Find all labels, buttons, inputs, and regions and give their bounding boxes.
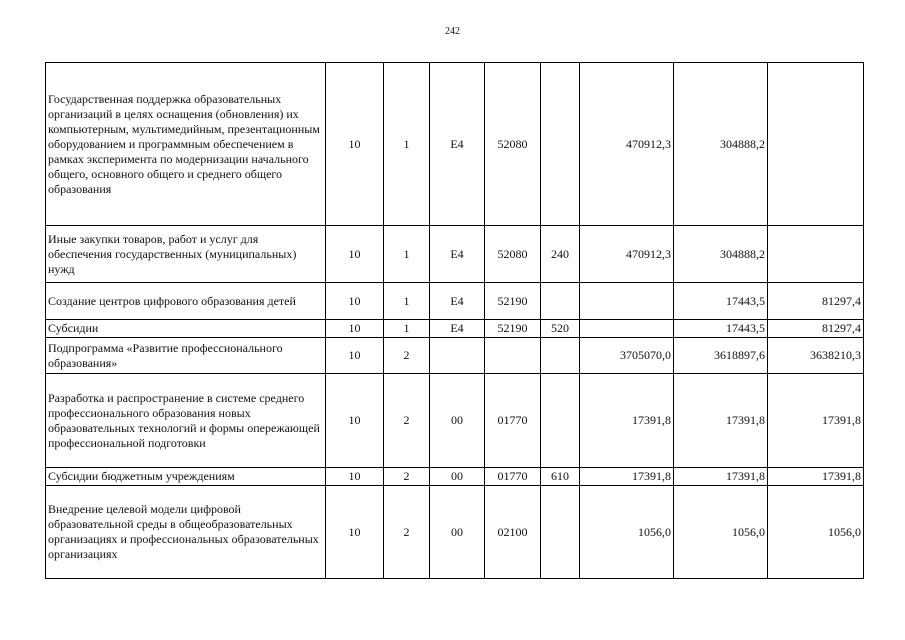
expense-type-code: [541, 338, 580, 374]
target-item-code-2: 01770: [485, 374, 541, 468]
amount-year-3: 81297,4: [768, 283, 864, 320]
amount-year-1: [580, 320, 674, 338]
section-code: 10: [326, 320, 384, 338]
table-row: [46, 486, 864, 579]
target-item-code-1: 00: [430, 468, 485, 486]
row-name: Создание центров цифрового образования детей: [46, 283, 326, 320]
expense-type-code: [541, 374, 580, 468]
subsection-code: 1: [384, 283, 430, 320]
target-item-code-2: 52080: [485, 226, 541, 283]
row-name: Внедрение целевой модели цифровой образовательной среды в общеобразовательных организациях и профессиональных образовательных организациях: [46, 486, 326, 579]
target-item-code-2: [485, 338, 541, 374]
target-item-code-2: 52190: [485, 283, 541, 320]
table-row: [46, 283, 864, 320]
target-item-code-1: [430, 338, 485, 374]
amount-year-3: [768, 226, 864, 283]
page-number: 242: [445, 26, 460, 37]
table-row: [46, 63, 864, 226]
section-code: 10: [326, 374, 384, 468]
subsection-code: 2: [384, 468, 430, 486]
table-row: [46, 320, 864, 338]
table-row: [46, 374, 864, 468]
subsection-code: 1: [384, 63, 430, 226]
amount-year-2: 3618897,6: [674, 338, 768, 374]
subsection-code: 1: [384, 320, 430, 338]
target-item-code-1: 00: [430, 374, 485, 468]
target-item-code-1: 00: [430, 486, 485, 579]
table-row: [46, 226, 864, 283]
section-code: 10: [326, 226, 384, 283]
amount-year-3: [768, 63, 864, 226]
target-item-code-1: E4: [430, 283, 485, 320]
section-code: 10: [326, 486, 384, 579]
row-name: Подпрограмма «Развитие профессионального образования»: [46, 338, 326, 374]
amount-year-2: 17391,8: [674, 468, 768, 486]
amount-year-1: 3705070,0: [580, 338, 674, 374]
amount-year-2: 304888,2: [674, 226, 768, 283]
amount-year-3: 17391,8: [768, 374, 864, 468]
table-row: [46, 338, 864, 374]
section-code: 10: [326, 283, 384, 320]
table-row: [46, 468, 864, 486]
amount-year-1: 1056,0: [580, 486, 674, 579]
row-name: Государственная поддержка образовательных организаций в целях оснащения (обновления) их компьютерным, мультимедийным, презентационным оборудованием и программным обеспечением в рамках эксперимента по модернизации начального общего, основного общего и среднего общего образования: [46, 63, 326, 226]
row-name: Иные закупки товаров, работ и услуг для обеспечения государственных (муниципальных) нужд: [46, 226, 326, 283]
row-name: Разработка и распространение в системе среднего профессионального образования новых образовательных технологий и формы опережающей профессиональной подготовки: [46, 374, 326, 468]
expense-type-code: 610: [541, 468, 580, 486]
target-item-code-2: 02100: [485, 486, 541, 579]
amount-year-1: [580, 283, 674, 320]
target-item-code-2: 52080: [485, 63, 541, 226]
subsection-code: 1: [384, 226, 430, 283]
amount-year-2: 1056,0: [674, 486, 768, 579]
expense-type-code: [541, 486, 580, 579]
section-code: 10: [326, 338, 384, 374]
amount-year-3: 81297,4: [768, 320, 864, 338]
amount-year-2: 17391,8: [674, 374, 768, 468]
expense-type-code: [541, 283, 580, 320]
amount-year-3: 1056,0: [768, 486, 864, 579]
amount-year-2: 304888,2: [674, 63, 768, 226]
target-item-code-1: E4: [430, 226, 485, 283]
subsection-code: 2: [384, 374, 430, 468]
amount-year-1: 17391,8: [580, 374, 674, 468]
section-code: 10: [326, 468, 384, 486]
expense-type-code: 240: [541, 226, 580, 283]
subsection-code: 2: [384, 338, 430, 374]
amount-year-1: 470912,3: [580, 226, 674, 283]
amount-year-1: 17391,8: [580, 468, 674, 486]
budget-table: [45, 62, 864, 579]
expense-type-code: 520: [541, 320, 580, 338]
amount-year-3: 17391,8: [768, 468, 864, 486]
section-code: 10: [326, 63, 384, 226]
target-item-code-2: 52190: [485, 320, 541, 338]
row-name: Субсидии бюджетным учреждениям: [46, 468, 326, 486]
amount-year-2: 17443,5: [674, 320, 768, 338]
row-name: Субсидии: [46, 320, 326, 338]
subsection-code: 2: [384, 486, 430, 579]
amount-year-2: 17443,5: [674, 283, 768, 320]
target-item-code-1: E4: [430, 63, 485, 226]
expense-type-code: [541, 63, 580, 226]
target-item-code-2: 01770: [485, 468, 541, 486]
amount-year-3: 3638210,3: [768, 338, 864, 374]
target-item-code-1: E4: [430, 320, 485, 338]
amount-year-1: 470912,3: [580, 63, 674, 226]
